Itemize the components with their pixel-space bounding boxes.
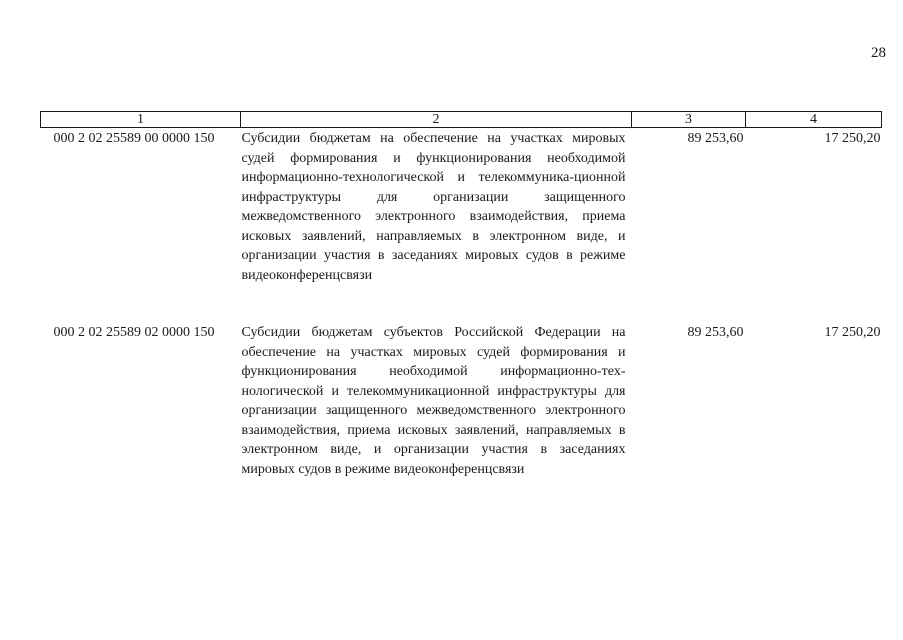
column-header-2: 2 xyxy=(241,112,632,128)
column-header-4: 4 xyxy=(746,112,882,128)
value-column-4: 17 250,20 xyxy=(824,325,881,340)
table-row xyxy=(41,323,882,479)
column-header-3: 3 xyxy=(632,112,746,128)
page-number: 28 xyxy=(871,45,886,61)
budget-code: 000 2 02 25589 00 0000 150 xyxy=(53,131,215,146)
table-row xyxy=(41,128,882,324)
column-header-1: 1 xyxy=(41,112,241,128)
table-header-row xyxy=(41,112,882,128)
budget-code: 000 2 02 25589 02 0000 150 xyxy=(53,325,215,340)
budget-item-name: Субсидии бюджетам на обеспечение на участках мировых судей формирования и функционирования необходимой информационно-технологической и телекоммуника-ционной инфраструктуры для организации защищенного межведомственного электронного взаимодействия, приема исковых заявлений, направляемых в электронном виде, и организации участия в заседаниях мировых судов в режиме видеоконференцсвязи xyxy=(241,131,626,283)
value-column-3: 89 253,60 xyxy=(687,325,744,340)
value-column-4: 17 250,20 xyxy=(824,131,881,146)
budget-table xyxy=(40,111,882,479)
budget-item-name: Субсидии бюджетам субъектов Российской Федерации на обеспечение на участках мировых судей формирования и функционирования необходимой информационно-тех-нологической и телекоммуникационной инфраструктуры для организации защищенного межведомственного электронного взаимодействия, приема исковых заявлений, направляемых в электронном виде, и организации участия в заседаниях мировых судов в режиме видеоконференцсвязи xyxy=(241,325,626,477)
value-column-3: 89 253,60 xyxy=(687,131,744,146)
